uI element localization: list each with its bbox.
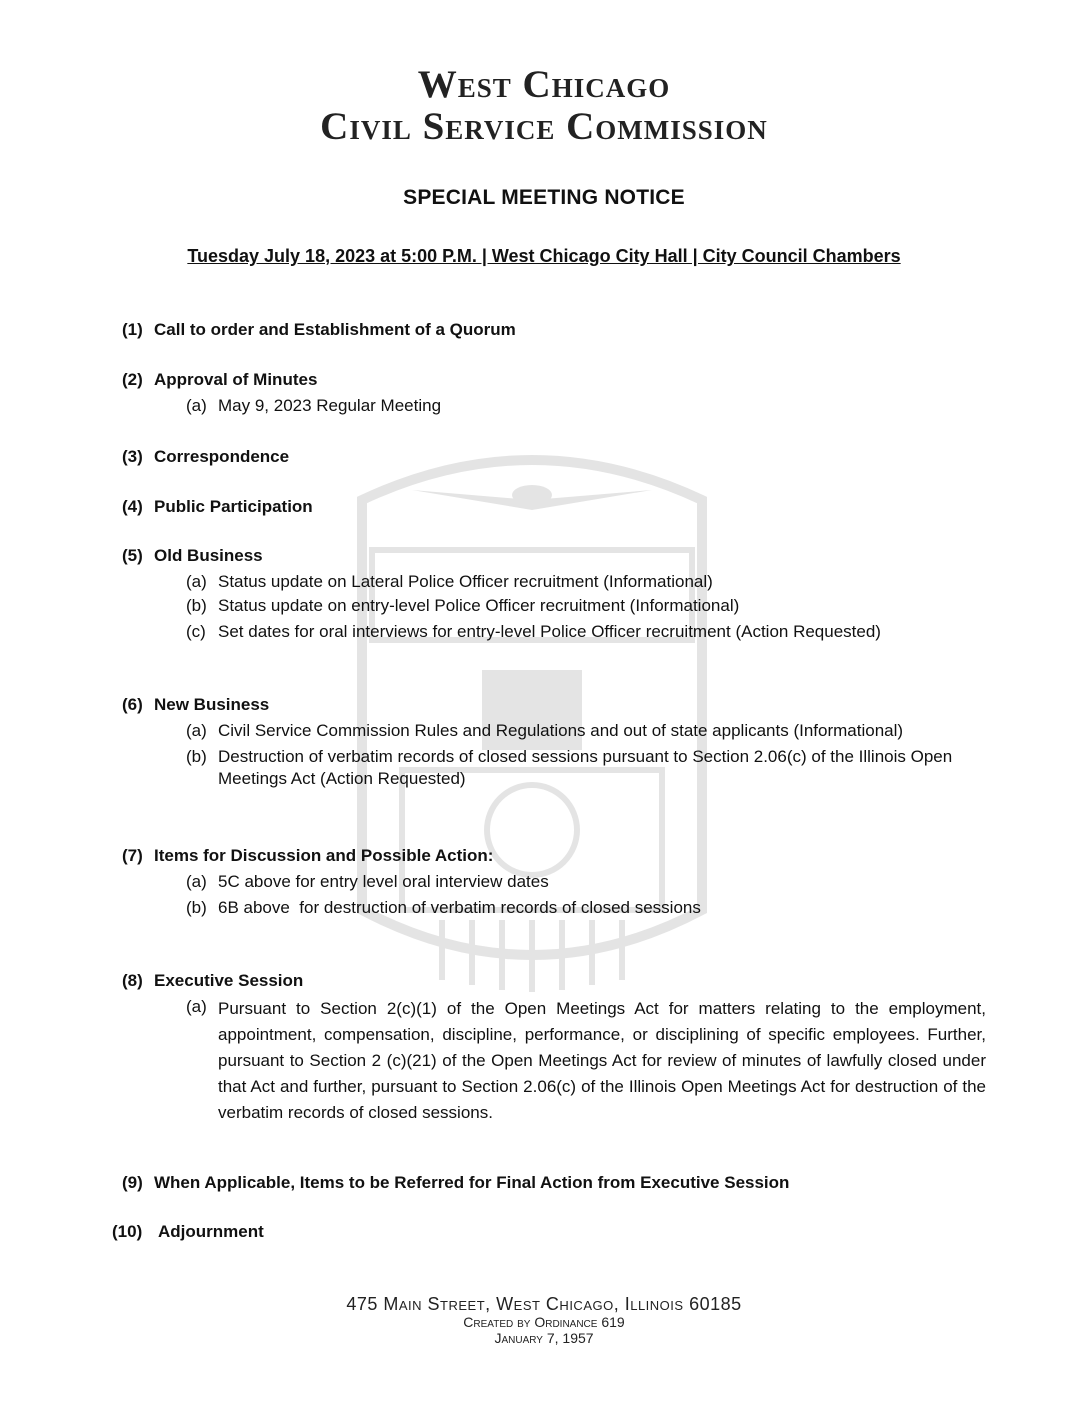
item-number: (2)	[122, 370, 143, 389]
sub-text: Destruction of verbatim records of closed sessions pursuant to Section 2.06(c) of the Illinois Open Meetings Act (Action Requested)	[218, 747, 953, 788]
agenda-item-8	[122, 971, 986, 1126]
header-title-line2: Civil Service Commission	[320, 105, 768, 148]
commission-header	[0, 64, 1088, 148]
sub-item	[186, 871, 701, 893]
sub-letter: (a)	[186, 997, 207, 1016]
sub-letter: (c)	[186, 622, 206, 641]
sub-text: Status update on entry-level Police Officer recruitment (Informational)	[218, 596, 740, 615]
meeting-details: Tuesday July 18, 2023 at 5:00 P.M. | West Chicago City Hall | City Council Chambers	[187, 246, 901, 266]
agenda-item-3	[122, 447, 289, 467]
sub-text: 6B above for destruction of verbatim records of closed sessions	[218, 898, 701, 917]
item-number: (3)	[122, 447, 143, 466]
agenda-item-9	[122, 1173, 789, 1193]
agenda-item-5	[122, 546, 881, 643]
item-number: (5)	[122, 546, 143, 565]
sub-item	[186, 746, 958, 790]
item-title: Call to order and Establishment of a Quorum	[154, 320, 516, 339]
sub-text: May 9, 2023 Regular Meeting	[218, 396, 442, 415]
item-number: (1)	[122, 320, 143, 339]
sub-text: Civil Service Commission Rules and Regulations and out of state applicants (Informational)	[218, 721, 904, 740]
page-footer	[0, 1294, 1088, 1346]
item-number: (6)	[122, 695, 143, 714]
item-number: (8)	[122, 971, 143, 990]
agenda-item-7	[122, 846, 701, 919]
item-number: (10)	[112, 1222, 143, 1241]
item-number: (9)	[122, 1173, 143, 1192]
footer-ordinance: Created by Ordinance 619	[463, 1314, 625, 1330]
item-title: Correspondence	[154, 447, 290, 466]
sub-letter: (a)	[186, 721, 207, 740]
sub-text: Pursuant to Section 2(c)(1) of the Open Meetings Act for matters relating to the employment, appointment, compensation, discipline, performance, or disciplining of specific employees. Further, pursuant to Section 2 (c)(21) of the Open Meetings Act for review of minutes of lawfully closed under that Act and further, pursuant to Section 2.06(c) of the Illinois Open Meetings Act for destruction of the verbatim records of closed sessions.	[218, 999, 986, 1122]
sub-letter: (b)	[186, 747, 207, 766]
footer-date: January 7, 1957	[494, 1330, 594, 1346]
agenda-item-2	[122, 370, 441, 417]
item-title: Items for Discussion and Possible Action:	[154, 846, 494, 865]
agenda-item-4	[122, 497, 313, 517]
sub-letter: (a)	[186, 396, 207, 415]
sub-text: Status update on Lateral Police Officer recruitment (Informational)	[218, 572, 713, 591]
sub-text: Set dates for oral interviews for entry-level Police Officer recruitment (Action Requested)	[218, 622, 881, 641]
item-number: (7)	[122, 846, 143, 865]
item-title: Executive Session	[154, 971, 304, 990]
sub-item	[186, 897, 701, 919]
agenda-item-1	[122, 320, 516, 340]
sub-letter: (b)	[186, 898, 207, 917]
sub-item	[186, 996, 986, 1126]
sub-item	[186, 595, 881, 617]
agenda-item-10	[112, 1222, 264, 1242]
sub-item	[186, 571, 881, 593]
item-title: New Business	[154, 695, 270, 714]
item-title: When Applicable, Items to be Referred for Final Action from Executive Session	[154, 1173, 790, 1192]
item-title: Adjournment	[158, 1222, 264, 1241]
sub-item	[186, 621, 881, 643]
sub-letter: (a)	[186, 572, 207, 591]
item-number: (4)	[122, 497, 143, 516]
item-title: Old Business	[154, 546, 263, 565]
item-title: Public Participation	[154, 497, 313, 516]
sub-letter: (a)	[186, 872, 207, 891]
item-title: Approval of Minutes	[154, 370, 318, 389]
header-title-line1: West Chicago	[417, 63, 671, 106]
sub-text: 5C above for entry level oral interview dates	[218, 872, 549, 891]
notice-title: SPECIAL MEETING NOTICE	[403, 186, 685, 209]
sub-item	[186, 720, 958, 742]
agenda-item-6	[122, 695, 958, 790]
sub-item	[186, 395, 441, 417]
footer-address: 475 Main Street, West Chicago, Illinois 60185	[346, 1294, 742, 1314]
sub-letter: (b)	[186, 596, 207, 615]
